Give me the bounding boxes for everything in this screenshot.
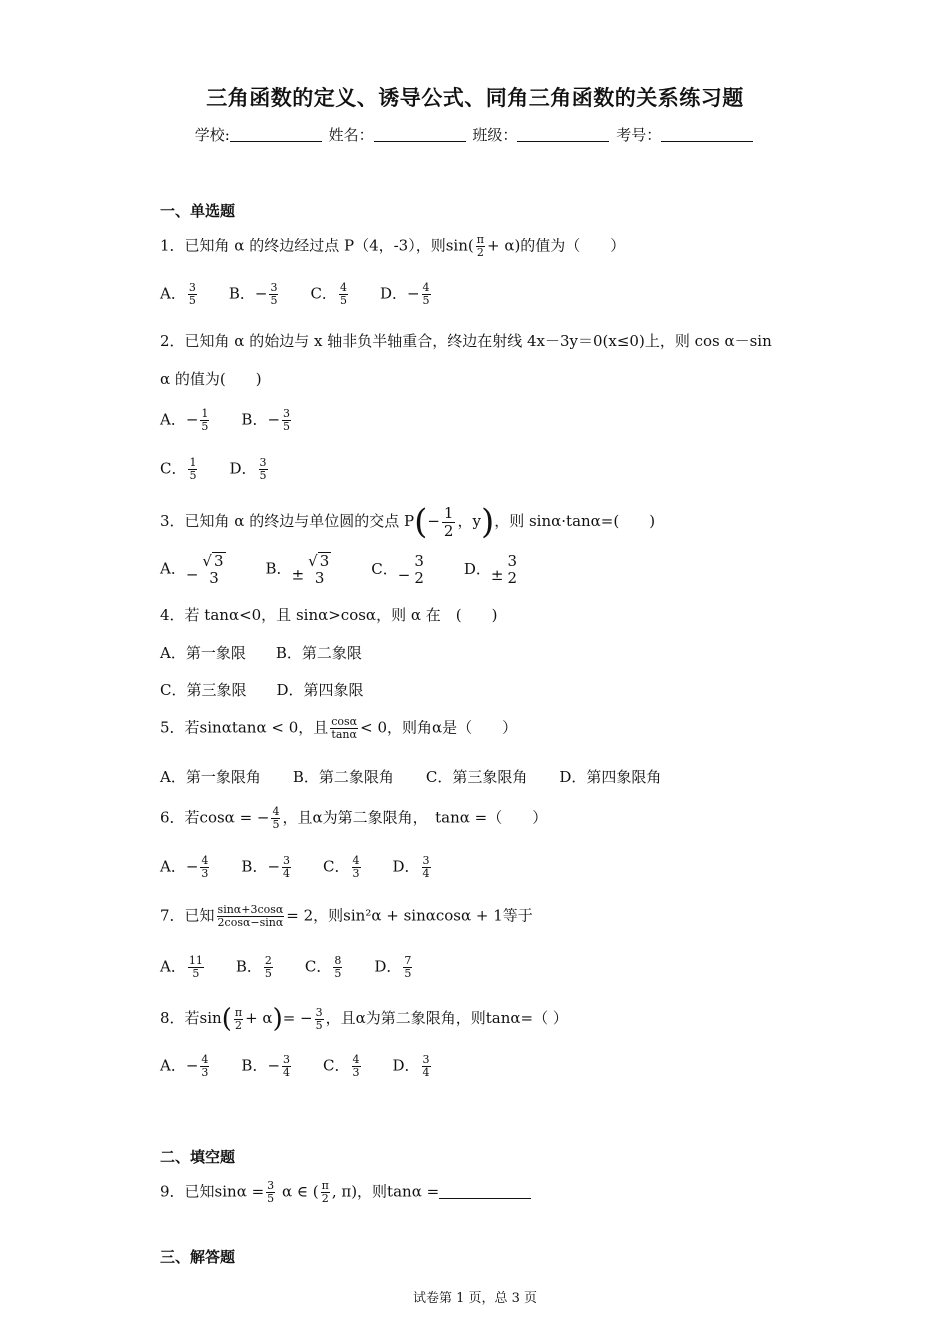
option-fraction: $\frac{3}{4}$: [283, 854, 291, 880]
section-single-choice: 一、单选题: [160, 202, 236, 220]
option-fraction: $\frac{3}{4}$: [422, 1053, 430, 1079]
q5-option-a[interactable]: A．第一象限角: [160, 768, 261, 786]
q8-option-b[interactable]: [241, 1054, 293, 1079]
question-2-line-2: α 的值为( ): [160, 370, 262, 388]
option-label: C．: [304, 957, 332, 976]
q3-options: [160, 552, 557, 587]
q4-option-c[interactable]: C．第三象限: [160, 681, 247, 699]
q2-option-b[interactable]: [241, 408, 293, 433]
option-fraction: $\frac{11}{5}$: [188, 954, 203, 980]
option-fraction: 3 2: [507, 551, 518, 587]
option-label: A．: [160, 1056, 186, 1075]
q8-prefix: 8．若sin: [160, 1009, 222, 1027]
q8-suffix: ，且α为第二象限角，则tanα=（ ）: [325, 1009, 568, 1027]
question-6: [160, 806, 547, 831]
option-fraction: $\frac{4}{3}$: [352, 1053, 360, 1079]
q2-option-d[interactable]: [229, 457, 269, 482]
option-label: B．: [241, 410, 268, 429]
q5-options: [160, 766, 691, 787]
q9-fraction-2: $\frac{\pi}{2}$: [321, 1179, 329, 1205]
exam-no-blank: [661, 125, 753, 142]
question-8: 8．若sin( $\frac{\pi}{2}$ + α)= − $\frac{3}{5}$ ，且α为第二象限角，则tanα=（ ）: [160, 1004, 568, 1034]
q5-option-b[interactable]: B．第二象限角: [292, 768, 394, 786]
q4-options-row-1: [160, 642, 392, 663]
q7-options: [160, 955, 444, 980]
question-9: 9．已知sinα = $\frac{3}{5}$ α ∈ ( $\frac{\pi}{2}$ , π)，则tanα =: [160, 1180, 531, 1205]
page-footer: 试卷第 1 页，总 3 页: [412, 1291, 538, 1306]
q6-options: [160, 855, 463, 880]
q7-option-a[interactable]: [160, 955, 206, 980]
q7-option-c[interactable]: [305, 955, 344, 980]
option-fraction: √ 3 3: [202, 552, 224, 587]
question-1: [160, 234, 625, 259]
option-sign: −: [267, 1056, 281, 1075]
q5-fraction: $\frac{\cos\alpha}{\tan\alpha}$: [331, 715, 358, 741]
q4-options-row-2: [160, 679, 394, 700]
question-3: 3．已知角 α 的终边与单位圆的交点 P(− $\frac{1}{2}$ ，y)，则 sinα·tanα=( ): [160, 502, 656, 542]
option-label: C．: [323, 857, 350, 876]
q2-options-row-1: [160, 408, 323, 433]
sqrt-icon: √: [202, 552, 212, 570]
q1-option-a[interactable]: [160, 282, 199, 307]
q8-fraction-1: $\frac{\pi}{2}$: [234, 1005, 243, 1032]
sqrt-icon: √: [308, 552, 318, 570]
q6-option-a[interactable]: [160, 855, 211, 880]
q1-fraction: $\frac{\pi}{2}$: [476, 233, 484, 259]
q5-prefix: 5．若sinαtanα < 0，且: [160, 718, 329, 737]
option-fraction: $\frac{4}{3}$: [201, 854, 209, 880]
option-label: B．: [241, 857, 268, 876]
section-answer: 三、解答题: [160, 1248, 236, 1266]
q8-fraction-2: $\frac{3}{5}$: [315, 1005, 323, 1032]
option-fraction: $\frac{4}{3}$: [201, 1053, 209, 1079]
q2-option-c[interactable]: [160, 457, 199, 482]
question-2-line-1: 2．已知角 α 的始边与 x 轴非负半轴重合，终边在射线 4x－3y＝0(x≤0)上，则 cos α－sin: [160, 332, 772, 350]
school-label: 学校:: [194, 126, 230, 144]
question-5: [160, 716, 517, 741]
option-label: D．: [229, 459, 257, 478]
q9-fraction-1: $\frac{3}{5}$: [267, 1179, 275, 1205]
option-label: A．: [160, 284, 186, 303]
option-label: D．: [374, 957, 402, 976]
option-label: A．: [160, 957, 186, 976]
q3-option-c[interactable]: C．− 3 2: [371, 551, 424, 587]
option-fraction: $\frac{4}{5}$: [339, 281, 347, 307]
q3-option-d[interactable]: D．± 3 2: [463, 551, 518, 587]
option-sign: −: [406, 284, 420, 303]
exam-no-label: 考号：: [616, 126, 662, 144]
q4-option-d[interactable]: D．第四象限: [276, 681, 364, 699]
option-sign: −: [254, 284, 268, 303]
q1-option-b[interactable]: [229, 282, 281, 307]
q7-fraction: $\frac{\sin\alpha+3\cos\alpha}{2\cos\alpha-\sin\alpha}$: [217, 903, 284, 929]
q8-option-a[interactable]: [160, 1054, 211, 1079]
q1-options: [160, 282, 463, 307]
option-label: B．: [241, 1056, 268, 1075]
question-4: 4．若 tanα<0，且 sinα>cosα，则 α 在 ( ): [160, 606, 498, 624]
q6-option-d[interactable]: [393, 855, 433, 880]
q6-fraction: $\frac{4}{5}$: [272, 805, 280, 831]
student-info-row: [0, 124, 950, 145]
option-fraction: $\frac{3}{5}$: [259, 456, 267, 482]
q8-option-c[interactable]: [323, 1054, 362, 1079]
q5-suffix: < 0，则角α是（ ）: [360, 718, 518, 737]
option-fraction: $\frac{8}{5}$: [334, 954, 342, 980]
name-blank: [374, 125, 466, 142]
class-label: 班级：: [472, 126, 518, 144]
q3-option-a[interactable]: A．− √ 3 3: [160, 552, 230, 587]
section-fill-blank: 二、填空题: [160, 1148, 236, 1166]
q7-prefix: 7．已知: [160, 906, 215, 925]
option-sign: −: [267, 857, 281, 876]
option-label: B．: [235, 957, 262, 976]
q6-suffix: ，且α为第二象限角， tanα =（ ）: [282, 808, 548, 827]
option-fraction: $\frac{3}{4}$: [422, 854, 430, 880]
option-fraction: $\frac{2}{5}$: [264, 954, 272, 980]
option-sign: −: [185, 1056, 199, 1075]
page-title: 三角函数的定义、诱导公式、同角三角函数的关系练习题: [206, 85, 744, 110]
q1-prefix: 1．已知角 α 的终边经过点 P（4，-3），则sin(: [160, 236, 474, 255]
q6-prefix: 6．若cosα = −: [160, 808, 270, 827]
option-label: D．: [392, 857, 420, 876]
option-label: D．: [379, 284, 407, 303]
option-fraction: √ 3 3: [308, 552, 330, 587]
option-fraction: $\frac{1}{5}$: [201, 407, 209, 433]
option-fraction: $\frac{3}{5}$: [270, 281, 278, 307]
q3-option-b[interactable]: B．± √ 3 3: [266, 552, 336, 587]
option-label: C．: [160, 459, 187, 478]
name-label: 姓名：: [328, 126, 374, 144]
option-fraction: $\frac{4}{5}$: [422, 281, 430, 307]
option-fraction: $\frac{7}{5}$: [404, 954, 412, 980]
option-label: C．: [310, 284, 337, 303]
q2-options-row-2: [160, 457, 300, 482]
q7-option-b[interactable]: [236, 955, 275, 980]
option-label: C．: [323, 1056, 350, 1075]
school-blank: [230, 125, 322, 142]
q1-option-d[interactable]: [380, 282, 433, 307]
q6-option-b[interactable]: [241, 855, 293, 880]
class-blank: [517, 125, 609, 142]
option-label: A．: [160, 410, 186, 429]
q9-answer-blank[interactable]: [439, 1182, 531, 1199]
q3-suffix: ，则 sinα·tanα=( ): [494, 512, 656, 530]
option-fraction: $\frac{1}{5}$: [189, 456, 197, 482]
q7-suffix: = 2，则sin²α + sinαcosα + 1等于: [286, 906, 533, 925]
option-sign: −: [267, 410, 281, 429]
option-fraction: $\frac{3}{4}$: [283, 1053, 291, 1079]
q9-prefix: 9．已知sinα =: [160, 1182, 265, 1201]
q6-option-c[interactable]: [323, 855, 362, 880]
option-fraction: $\frac{4}{3}$: [352, 854, 360, 880]
option-label: A．: [160, 857, 186, 876]
option-sign: −: [185, 410, 199, 429]
q4-option-b[interactable]: B．第二象限: [275, 644, 362, 662]
q4-option-a[interactable]: A．第一象限: [160, 644, 246, 662]
q3-prefix: 3．已知角 α 的终边与单位圆的交点 P: [160, 512, 415, 530]
option-label: B．: [228, 284, 255, 303]
q1-suffix: + α)的值为（ ）: [486, 236, 626, 255]
q5-option-d[interactable]: D．第四象限角: [559, 768, 662, 786]
option-fraction: $\frac{3}{5}$: [283, 407, 291, 433]
option-fraction: 3 2: [414, 551, 424, 587]
option-sign: −: [185, 857, 199, 876]
q7-option-d[interactable]: [374, 955, 414, 980]
q2-option-a[interactable]: [160, 408, 211, 433]
q9-suffix: , π)，则tanα =: [331, 1182, 440, 1201]
q8-options: [160, 1054, 463, 1079]
option-label: D．: [392, 1056, 420, 1075]
question-7: [160, 904, 533, 929]
q3-point-fraction: $\frac{1}{2}$: [443, 503, 454, 540]
q1-option-c[interactable]: [310, 282, 349, 307]
option-fraction: $\frac{3}{5}$: [188, 281, 196, 307]
q5-option-c[interactable]: C．第三象限角: [425, 768, 528, 786]
q8-option-d[interactable]: [393, 1054, 433, 1079]
